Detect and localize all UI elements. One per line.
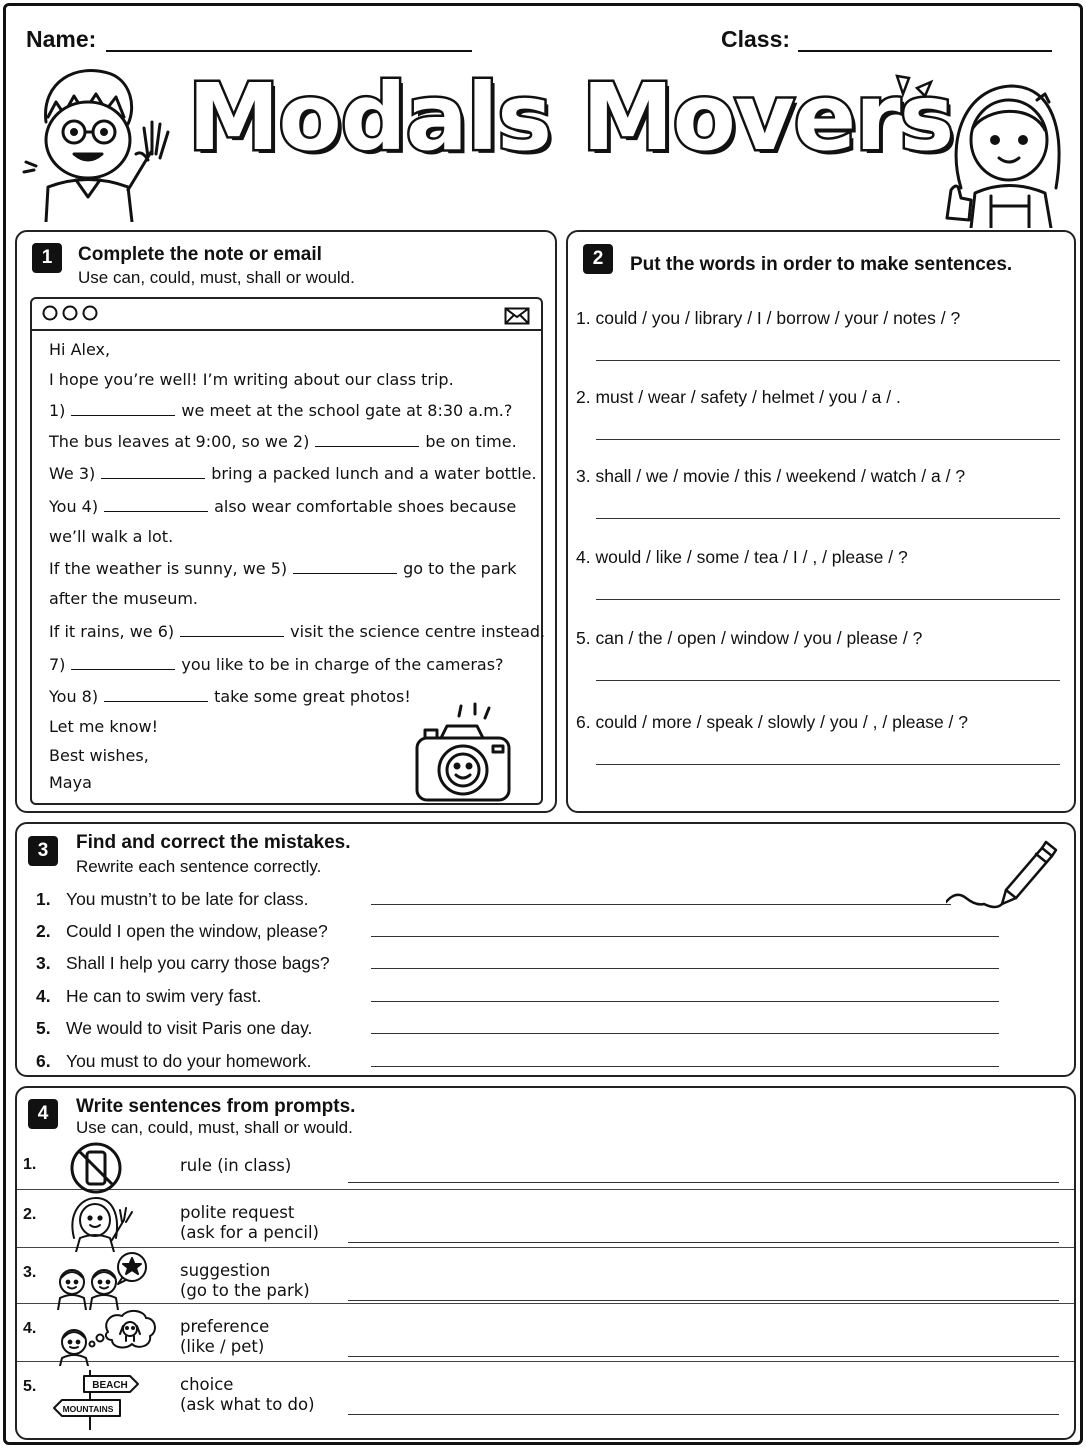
email-titlebar-divider: [30, 329, 543, 331]
correction-number: 3.: [36, 953, 51, 973]
prompt-label: [180, 1375, 315, 1415]
email-line: [49, 589, 198, 608]
email-line: [49, 559, 516, 578]
reorder-answer-line[interactable]: [596, 764, 1060, 765]
prompt-label: [180, 1156, 291, 1176]
email-text-before: If the weather is sunny, we 5): [49, 559, 288, 578]
email-line: [49, 773, 92, 792]
reorder-answer-line[interactable]: [596, 360, 1060, 361]
prompt-answer-line[interactable]: [348, 1300, 1059, 1301]
email-line: [49, 340, 110, 359]
correction-sentence: You must to do your homework.: [66, 1051, 312, 1071]
answer-blank-9[interactable]: [180, 636, 284, 637]
email-text-before: 1): [49, 401, 66, 420]
prompt-number: 5.: [23, 1378, 37, 1395]
email-text-after: go to the park: [403, 559, 517, 578]
prompt-row-divider: [17, 1303, 1074, 1304]
section-4-number: 4: [28, 1099, 58, 1129]
email-line: [49, 717, 158, 736]
section-1-number: 1: [32, 243, 62, 273]
email-text-before: Hi Alex,: [49, 340, 111, 359]
email-text-before: You 8): [49, 687, 99, 706]
answer-blank-7[interactable]: [293, 573, 397, 574]
reorder-answer-line[interactable]: [596, 439, 1060, 440]
prompt-number: 1.: [23, 1156, 37, 1173]
worksheet-title: Modals Movers: [188, 64, 954, 171]
correction-sentence: He can to swim very fast.: [66, 986, 262, 1006]
worksheet-page: [3, 3, 1083, 1445]
email-text-after: also wear comfortable shoes because: [214, 497, 517, 516]
correction-sentence: You mustn’t to be late for class.: [66, 889, 309, 909]
email-text-after: bring a packed lunch and a water bottle.: [211, 464, 537, 483]
email-line: [49, 687, 411, 706]
correction-number: 4.: [36, 986, 51, 1006]
prompt-answer-line[interactable]: [348, 1242, 1059, 1243]
class-line[interactable]: [798, 50, 1052, 52]
email-text-before: Best wishes,: [49, 746, 149, 765]
email-line: [49, 370, 454, 389]
correction-number: 2.: [36, 921, 51, 941]
prompt-type: polite request: [180, 1203, 295, 1222]
email-line: [49, 432, 517, 451]
reorder-item: 4. would / like / some / tea / I / , / please / ?: [576, 547, 908, 567]
section-1-subtitle: Use can, could, must, shall or would.: [78, 268, 355, 287]
email-text-after: we meet at the school gate at 8:30 a.m.?: [181, 401, 513, 420]
email-text-before: We 3): [49, 464, 96, 483]
prompt-label: [180, 1317, 269, 1357]
prompt-label: [180, 1203, 319, 1243]
email-text-after: take some great photos!: [214, 687, 411, 706]
email-line: [49, 655, 504, 674]
correction-answer-line[interactable]: [371, 1001, 999, 1002]
email-text-before: The bus leaves at 9:00, so we 2): [49, 432, 310, 451]
prompt-answer-line[interactable]: [348, 1182, 1059, 1183]
email-line: [49, 527, 173, 546]
prompt-number: 4.: [23, 1320, 37, 1337]
email-text-after: visit the science centre instead.: [290, 622, 546, 641]
correction-answer-line[interactable]: [371, 1066, 999, 1067]
email-line: [49, 401, 512, 420]
correction-answer-line[interactable]: [371, 1033, 999, 1034]
prompt-type: suggestion: [180, 1261, 271, 1280]
sign-beach-text: BEACH: [92, 1380, 128, 1391]
prompt-answer-line[interactable]: [348, 1414, 1059, 1415]
prompt-row-divider: [17, 1189, 1074, 1190]
email-text-before: Maya: [49, 773, 92, 792]
reorder-item: 2. must / wear / safety / helmet / you / a / .: [576, 387, 901, 407]
prompt-row-divider: [17, 1361, 1074, 1362]
email-text-after: you like to be in charge of the cameras?: [181, 655, 504, 674]
reorder-answer-line[interactable]: [596, 518, 1060, 519]
section-2-title: Put the words in order to make sentences.: [630, 254, 1013, 275]
answer-blank-3[interactable]: [315, 446, 419, 447]
email-text-before: If it rains, we 6): [49, 622, 175, 641]
email-line: [49, 622, 545, 641]
reorder-answer-line[interactable]: [596, 680, 1060, 681]
prompt-type: rule (in class): [180, 1156, 292, 1175]
prompt-type: preference: [180, 1317, 270, 1336]
answer-blank-2[interactable]: [71, 415, 175, 416]
answer-blank-5[interactable]: [104, 511, 208, 512]
prompt-label: [180, 1261, 310, 1301]
boy-waving-icon: [16, 62, 181, 222]
section-4-title: Write sentences from prompts.: [76, 1096, 356, 1117]
answer-blank-4[interactable]: [101, 478, 205, 479]
answer-blank-11[interactable]: [104, 701, 208, 702]
girl-thumbs-up-icon: [941, 78, 1071, 228]
correction-number: 6.: [36, 1051, 51, 1071]
name-line[interactable]: [106, 50, 472, 52]
section-4-subtitle: Use can, could, must, shall or would.: [76, 1118, 353, 1137]
signpost-icon: [50, 1368, 146, 1430]
pencil-icon: [946, 834, 1058, 912]
section-3-number: 3: [28, 836, 58, 866]
correction-answer-line[interactable]: [371, 936, 999, 937]
email-text-before: 7): [49, 655, 66, 674]
correction-number: 5.: [36, 1018, 51, 1038]
prompt-answer-line[interactable]: [348, 1356, 1059, 1357]
email-line: [49, 746, 149, 765]
email-text-before: Let me know!: [49, 717, 159, 736]
correction-answer-line[interactable]: [371, 968, 999, 969]
prompt-detail: (ask for a pencil): [180, 1223, 319, 1242]
name-label: Name:: [26, 26, 97, 52]
kid-thinking-pet-icon: [56, 1308, 160, 1366]
email-text-after: be on time.: [425, 432, 517, 451]
sign-mountains-text: MOUNTAINS: [62, 1404, 114, 1414]
window-dots-icon: [40, 302, 100, 324]
section-2-number: 2: [583, 244, 613, 274]
prompt-type: choice: [180, 1375, 234, 1394]
girl-waving-icon: [68, 1194, 138, 1252]
prompt-number: 3.: [23, 1264, 37, 1281]
prompt-detail: (ask what to do): [180, 1395, 315, 1414]
prompt-detail: (like / pet): [180, 1337, 265, 1356]
reorder-item: 3. shall / we / movie / this / weekend / watch / a / ?: [576, 466, 966, 486]
section-1-title: Complete the note or email: [78, 244, 322, 265]
correction-answer-line[interactable]: [371, 904, 951, 905]
email-line: [49, 464, 537, 483]
camera-icon: [411, 696, 521, 806]
correction-sentence: Could I open the window, please?: [66, 921, 328, 941]
section-3-subtitle: Rewrite each sentence correctly.: [76, 857, 322, 876]
envelope-icon: [504, 307, 530, 325]
section-3-title: Find and correct the mistakes.: [76, 832, 351, 853]
email-text-before: You 4): [49, 497, 99, 516]
correction-sentence: We would to visit Paris one day.: [66, 1018, 313, 1038]
email-text-before: I hope you’re well! I’m writing about our class trip.: [49, 370, 454, 389]
email-line: [49, 497, 516, 516]
reorder-item: 5. can / the / open / window / you / please / ?: [576, 628, 923, 648]
correction-sentence: Shall I help you carry those bags?: [66, 953, 330, 973]
email-text-before: after the museum.: [49, 589, 198, 608]
sparkle-icon: [891, 72, 941, 112]
two-kids-idea-icon: [52, 1252, 152, 1310]
prompt-row-divider: [17, 1247, 1074, 1248]
email-text-before: we’ll walk a lot.: [49, 527, 174, 546]
reorder-answer-line[interactable]: [596, 599, 1060, 600]
section-4-panel: [15, 1086, 1076, 1440]
answer-blank-10[interactable]: [71, 669, 175, 670]
prompt-detail: (go to the park): [180, 1281, 310, 1300]
prompt-number: 2.: [23, 1206, 37, 1223]
reorder-item: 1. could / you / library / I / borrow / your / notes / ?: [576, 308, 961, 328]
correction-number: 1.: [36, 889, 51, 909]
class-label: Class:: [721, 26, 791, 52]
reorder-item: 6. could / more / speak / slowly / you / , / please / ?: [576, 712, 968, 732]
no-phone-icon: [68, 1140, 124, 1196]
